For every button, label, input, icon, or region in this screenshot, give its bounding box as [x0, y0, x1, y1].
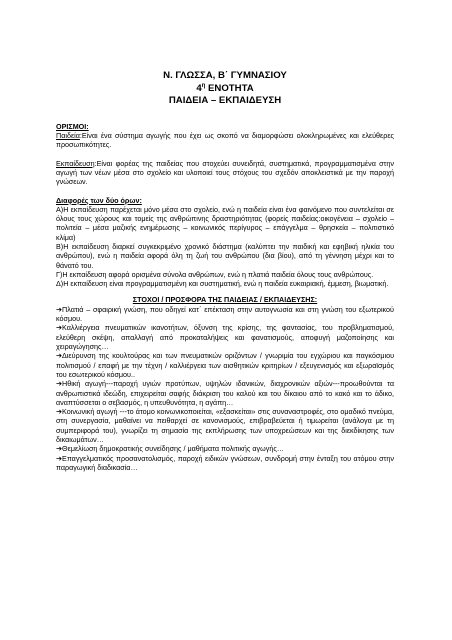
- goal-item: [56, 305, 394, 324]
- definition-ekpaidefsi: [56, 159, 394, 187]
- definition-paideia-text: :Είναι ένα σύστημα αγωγής που έχει ως σκοπό να διαμορφώσει ολοκληρωμένες και ελεύθερες προσωπικότητες.: [56, 131, 394, 150]
- arrow-right-icon: ➔: [56, 379, 63, 389]
- title-topic: ΠΑΙΔΕΙΑ – ΕΚΠΑΙΔΕΥΣΗ: [168, 95, 282, 107]
- difference-a: Α)Η εκπαίδευση παρέχεται μόνο μέσα στο σχολείο, ενώ η παιδεία είναι ένα φαινόμενο που συντελείται σε όλους τους χώρους και τομείς της ανθρώπινης δραστηριότητας (φορείς παιδείας:οικογένεια – σχολείο – πολιτεία – μέσα μαζικής ενημέρωσης – κοινωνικός περίγυρος – επάγγελμα – θρησκεία – πολιτιστικό κλίμα): [56, 204, 394, 242]
- goal-item-text: Ηθική αγωγή---παροχή υγιών προτύπων, υψηλών ιδανικών, διαχρονικών αξιών---προωθούνται τα ανθρωπιστικά ιδεώδη, επιχειρείται σαφής διάκριση του καλού και του δίκαιου από το κακό και το άδικο, αναπτύσσεται ο σεβασμός, η υπευθυνότητα, η αγάπη…: [56, 379, 394, 407]
- arrow-right-icon: ➔: [56, 444, 63, 454]
- goal-item-text: Κοινωνική αγωγή ---το άτομο κοινωνικοποιείται, «εξασκείται» στις συναναστροφές, στο ομαδικό πνεύμα, στη συνεργασία, μαθαίνει να πειθαρχεί σε κανονισμούς, επιβραβεύεται ή τιμωρείται (ανάλογα με τη συμπεριφορά του), γνωρίζει τη σημασία της εκπλήρωσης των υποχρεώσεων και της διεκδίκησης των δικαιωμάτων…: [56, 407, 394, 444]
- term-paideia: Παιδεία: [56, 131, 80, 141]
- title-unit-superscript: η: [201, 82, 206, 89]
- arrow-right-icon: ➔: [56, 304, 63, 314]
- goal-item: [56, 379, 394, 407]
- difference-d: Δ)Η εκπαίδευση είναι προγραμματισμένη και συστηματική, ενώ η παιδεία ευκαιριακή, έμμεση, βιωματική.: [56, 279, 389, 289]
- differences-heading: Διαφορές των δύο όρων:: [56, 195, 142, 205]
- goal-item: [56, 407, 394, 444]
- goal-item: [56, 444, 394, 453]
- goal-item-text: Επαγγελματικός προσανατολισμός, παροχή ειδικών γνώσεων, συνδρομή στην ένταξη του ατόμου στην παραγωγική διαδικασία…: [56, 453, 394, 472]
- arrow-right-icon: ➔: [56, 323, 63, 333]
- arrow-right-icon: ➔: [56, 407, 63, 417]
- difference-b: Β)Η εκπαίδευση διαρκεί συγκεκριμένο χρονικό διάστημα (καλύπτει την παιδική και εφηβική ηλικία του ανθρώπου), ενώ η παιδεία αφορά όλη τη ζωή του ανθρώπου (δια βίου), από τη γέννηση μέχρι και το θάνατό του.: [56, 242, 394, 270]
- definition-paideia: [56, 131, 394, 150]
- title-block: [56, 70, 394, 108]
- title-subject: Ν. ΓΛΩΣΣΑ, Β΄ ΓΥΜΝΑΣΙΟΥ: [163, 70, 287, 81]
- goal-item-text: Θεμελίωση δημοκρατικής συνείδησης / μαθήματα πολιτικής αγωγής…: [62, 444, 284, 454]
- goal-item-text: Διεύρυνση της κουλτούρας και των πνευματικών οριζόντων / γνωριμία του εγχώριου και παγκόσμιου πολιτισμού / επαφή με την τέχνη / καλλιέργεια των αισθητικών κριτηρίων / εξευγενισμός και εξωραϊσμός του εσωτερικού κόσμου..: [56, 351, 394, 379]
- definition-ekpaidefsi-text: :Είναι φορέας της παιδείας που στοχεύει συνειδητά, συστηματικά, προγραμματισμένα στην αγωγή των νέων μέσα στο σχολείο και υλοποιεί τους στόχους του σχεδόν αποκλειστικά με την παροχή γνώσεων.: [56, 158, 394, 187]
- goal-item: [56, 323, 394, 351]
- title-unit: [56, 83, 394, 96]
- goal-item-text: Καλλιέργεια πνευματικών ικανοτήτων, όξυνση της κρίσης, της φαντασίας, του προβληματισμού, ελεύθερη σκέψη, απαλλαγή από προκαταλήψεις και φανατισμούς, αποφυγή μαζοποίησης και χειραγώγησης…: [56, 323, 394, 352]
- title-unit-label: ΕΝΟΤΗΤΑ: [205, 82, 254, 94]
- goals-heading: ΣΤΟΧΟΙ / ΠΡΟΣΦΟΡΑ ΤΗΣ ΠΑΙΔΕΙΑΣ / ΕΚΠΑΙΔΕΥΣΗΣ:: [132, 294, 318, 304]
- term-ekpaidefsi: Εκπαίδευση: [56, 158, 95, 168]
- difference-c: Γ)Η εκπαίδευση αφορά ορισμένα σύνολα ανθρώπων, ενώ η πλατιά παιδεία όλους τους ανθρώπους.: [56, 269, 374, 279]
- goal-item: [56, 454, 394, 473]
- arrow-right-icon: ➔: [56, 351, 63, 361]
- goal-item: [56, 351, 394, 379]
- goal-item-text: Πλατιά – σφαιρική γνώση, που οδηγεί κατ΄ επέκταση στην αυτογνωσία και στη γνώση του εξωτερικού κόσμου.: [56, 304, 394, 324]
- title-unit-number: 4: [196, 82, 202, 94]
- arrow-right-icon: ➔: [56, 453, 63, 463]
- definitions-heading: ΟΡΙΣΜΟΙ:: [56, 121, 89, 131]
